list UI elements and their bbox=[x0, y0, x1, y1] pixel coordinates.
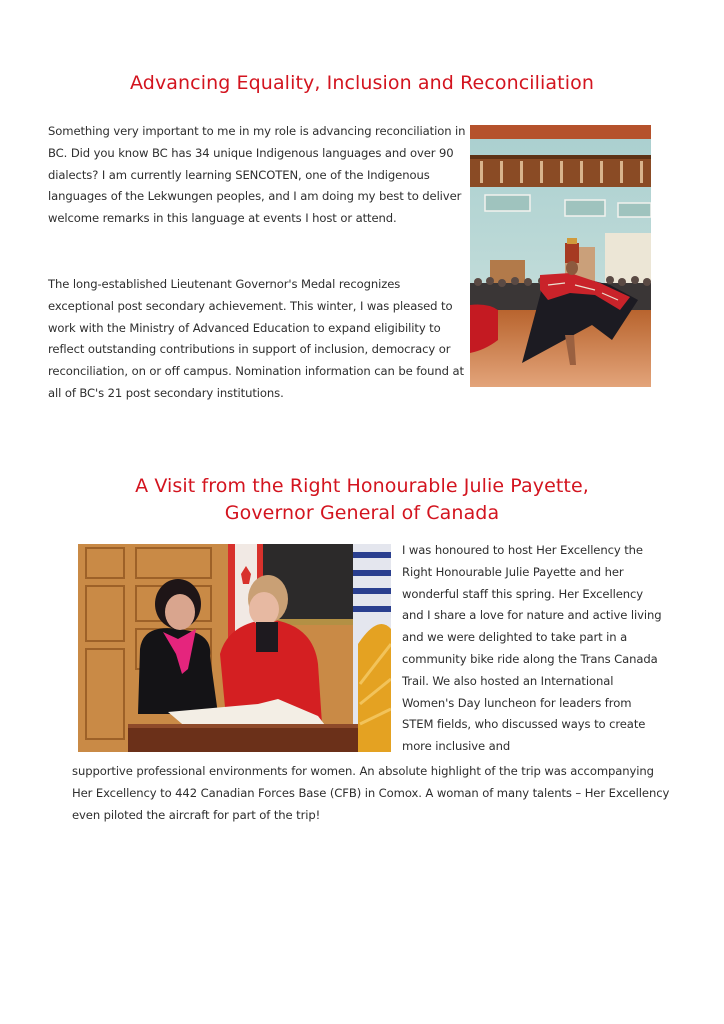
section-title-governor-general bbox=[0, 473, 724, 527]
dancer-photo-illustration bbox=[470, 125, 651, 387]
guest-book-signing-photo bbox=[78, 544, 391, 752]
paragraph-visit-continued: supportive professional environments for women. An absolute highlight of the trip was accompanying Her Excellency to 442 Canadian Forces Base (CFB) in Comox. A woman of many talents – Her Excellency even piloted the aircraft for part of the trip! bbox=[72, 764, 670, 822]
signing-photo-illustration bbox=[78, 544, 391, 752]
dancer-photo bbox=[470, 125, 651, 387]
paragraph-visit-wrapped: I was honoured to host Her Excellency the Right Honourable Julie Payette and her wonderful staff this spring. Her Excellency and I share a love for nature and active living and we were delighted to take part in a community bike ride along the Trans Canada Trail. We also hosted an International Women's Day luncheon for leaders from STEM fields, who discussed ways to create more inclusive and bbox=[402, 543, 662, 754]
title-line-1: A Visit from the Right Honourable Julie Payette, bbox=[135, 475, 589, 497]
title-line-2: Governor General of Canada bbox=[224, 502, 500, 524]
paragraph-reconciliation: Something very important to me in my role is advancing reconciliation in BC. Did you know BC has 34 unique Indigenous languages and over 90 dialects? I am currently learning SENCOTEN, one of the Indigenous languages of the Lekwungen peoples, and I am doing my best to deliver welcome remarks in this language at events I host or attend. bbox=[48, 124, 466, 226]
paragraph-medal: The long-established Lieutenant Governor's Medal recognizes exceptional post secondary achievement. This winter, I was pleased to work with the Ministry of Advanced Education to expand eligibility to reflect outstanding contributions in support of inclusion, democracy or reconciliation, on or off campus. Nomination information can be found at all of BC's 21 post secondary institutions. bbox=[48, 277, 464, 400]
section-title-equality: Advancing Equality, Inclusion and Reconciliation bbox=[130, 72, 594, 94]
